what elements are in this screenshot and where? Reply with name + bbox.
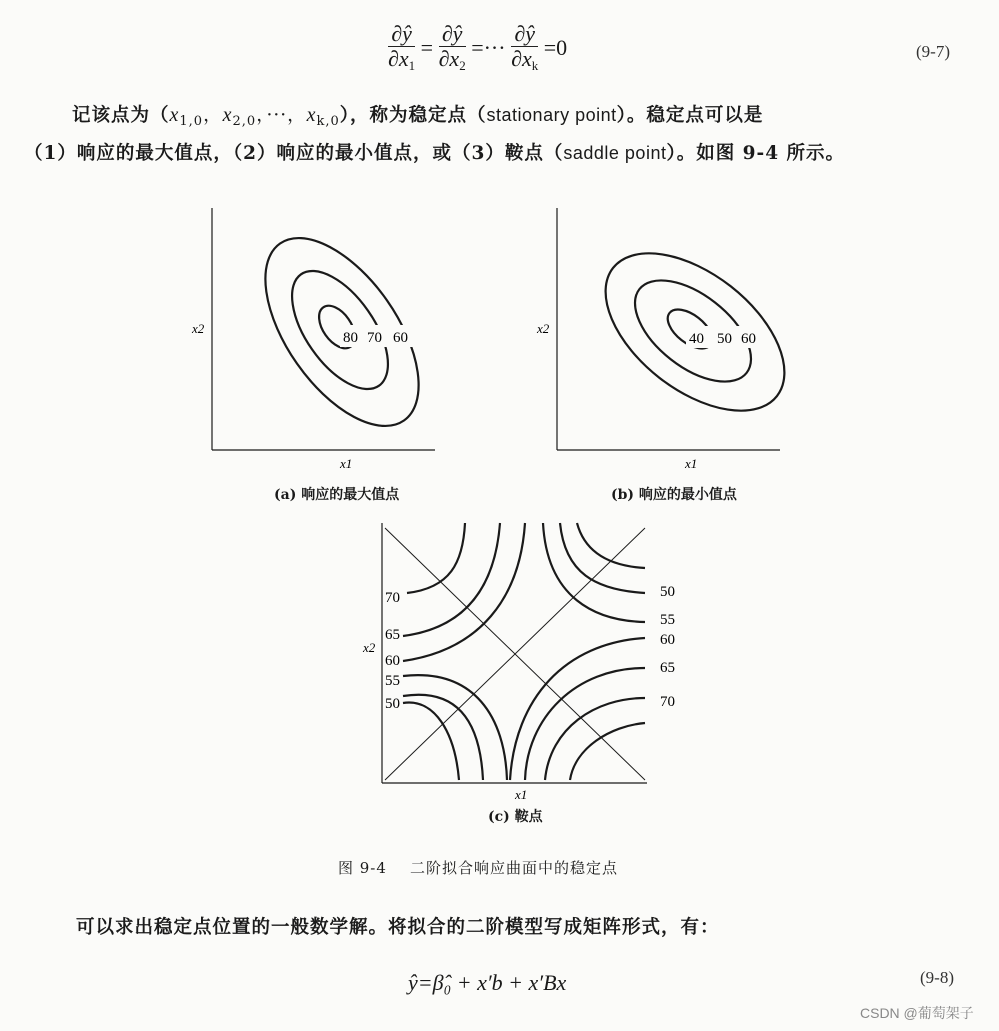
panel-c-contour-bl-3 — [403, 703, 459, 780]
paragraph-2: 可以求出稳定点位置的一般数学解。将拟合的二阶模型写成矩阵形式，有： — [76, 917, 720, 938]
panel-c-contour-tl-3 — [403, 523, 525, 661]
panel-c-contour-br-2 — [545, 698, 645, 780]
panel-c-left-label-70: 70 — [385, 590, 400, 606]
panel-c-caption: (c) 鞍点 — [488, 809, 543, 825]
panel-a-label-60: 60 — [393, 330, 408, 346]
panel-a-contour-plot — [190, 200, 450, 475]
panel-b-caption: (b) 响应的最小值点 — [611, 487, 737, 503]
equation-number-9-7: (9-7) — [916, 42, 950, 61]
panel-c-left-label-50: 50 — [385, 696, 400, 712]
panel-c-ylabel: x2 — [363, 640, 376, 655]
panel-b-contour-plot — [535, 200, 795, 475]
panel-b-label-50: 50 — [717, 331, 732, 347]
fraction-3: $\frac{\partial ŷ}{\partial x_k}$ — [511, 21, 539, 73]
panel-c-xlabel: x1 — [515, 787, 528, 802]
panel-c-contour-bl-1 — [403, 695, 483, 780]
panel-c-saddle-plot — [355, 518, 695, 808]
panel-a-xlabel: x1 — [340, 456, 353, 471]
paragraph-1-line-1: 记该点为（$x_{1,0}$，$x_{2,0}$，···，$x_{k,0}$），称为稳定点（stationary point）。稳定点可以是 — [72, 104, 764, 129]
panel-c-contour-tl-2 — [403, 523, 500, 636]
panel-b-label-60: 60 — [741, 331, 756, 347]
panel-a-caption: (a) 响应的最大值点 — [274, 487, 400, 503]
panel-c-contour-bl-2 — [403, 675, 507, 780]
panel-c-left-label-55: 55 — [385, 673, 400, 689]
fraction-2: $\frac{\partial ŷ}{\partial x_2}$ — [438, 21, 466, 73]
panel-b-ylabel: x2 — [537, 321, 550, 336]
panel-a-ylabel: x2 — [192, 321, 205, 336]
panel-c-right-label-60: 60 — [660, 632, 675, 648]
equation-number-9-8: (9-8) — [920, 968, 954, 987]
panel-b-label-40: 40 — [689, 331, 704, 347]
panel-c-right-label-65: 65 — [660, 660, 675, 676]
panel-c-right-label-50: 50 — [660, 584, 675, 600]
panel-a-label-80: 80 — [343, 330, 358, 346]
panel-b-xlabel: x1 — [685, 456, 698, 471]
paragraph-1-line-2: （1）响应的最大值点，（2）响应的最小值点，或（3）鞍点（saddle point）。如图 9-4 所示。 — [24, 143, 846, 164]
csdn-watermark: CSDN @葡萄架子 — [860, 1005, 974, 1021]
figure-title: 图 9-4 二阶拟合响应曲面中的稳定点 — [338, 859, 618, 877]
panel-c-right-label-70: 70 — [660, 694, 675, 710]
panel-c-contour-br-3 — [570, 723, 645, 780]
panel-c-contour-tr-2 — [543, 523, 645, 622]
panel-c-left-label-65: 65 — [385, 627, 400, 643]
panel-c-left-label-60: 60 — [385, 653, 400, 669]
panel-a-label-70: 70 — [367, 330, 382, 346]
panel-c-contour-tr-3 — [577, 523, 645, 568]
panel-c-right-label-55: 55 — [660, 612, 675, 628]
equation-9-8: ŷ=β̂₀ + x′b + x′Bx — [408, 970, 567, 995]
equation-9-7: $\frac{\partial ŷ}{\partial x_1}$ = $\frac{\partial ŷ}{\partial x_2}$ =··· $\frac{\partial ŷ}{\partial x_k}$ =0 — [388, 22, 567, 78]
fraction-1: $\frac{\partial ŷ}{\partial x_1}$ — [388, 21, 416, 73]
